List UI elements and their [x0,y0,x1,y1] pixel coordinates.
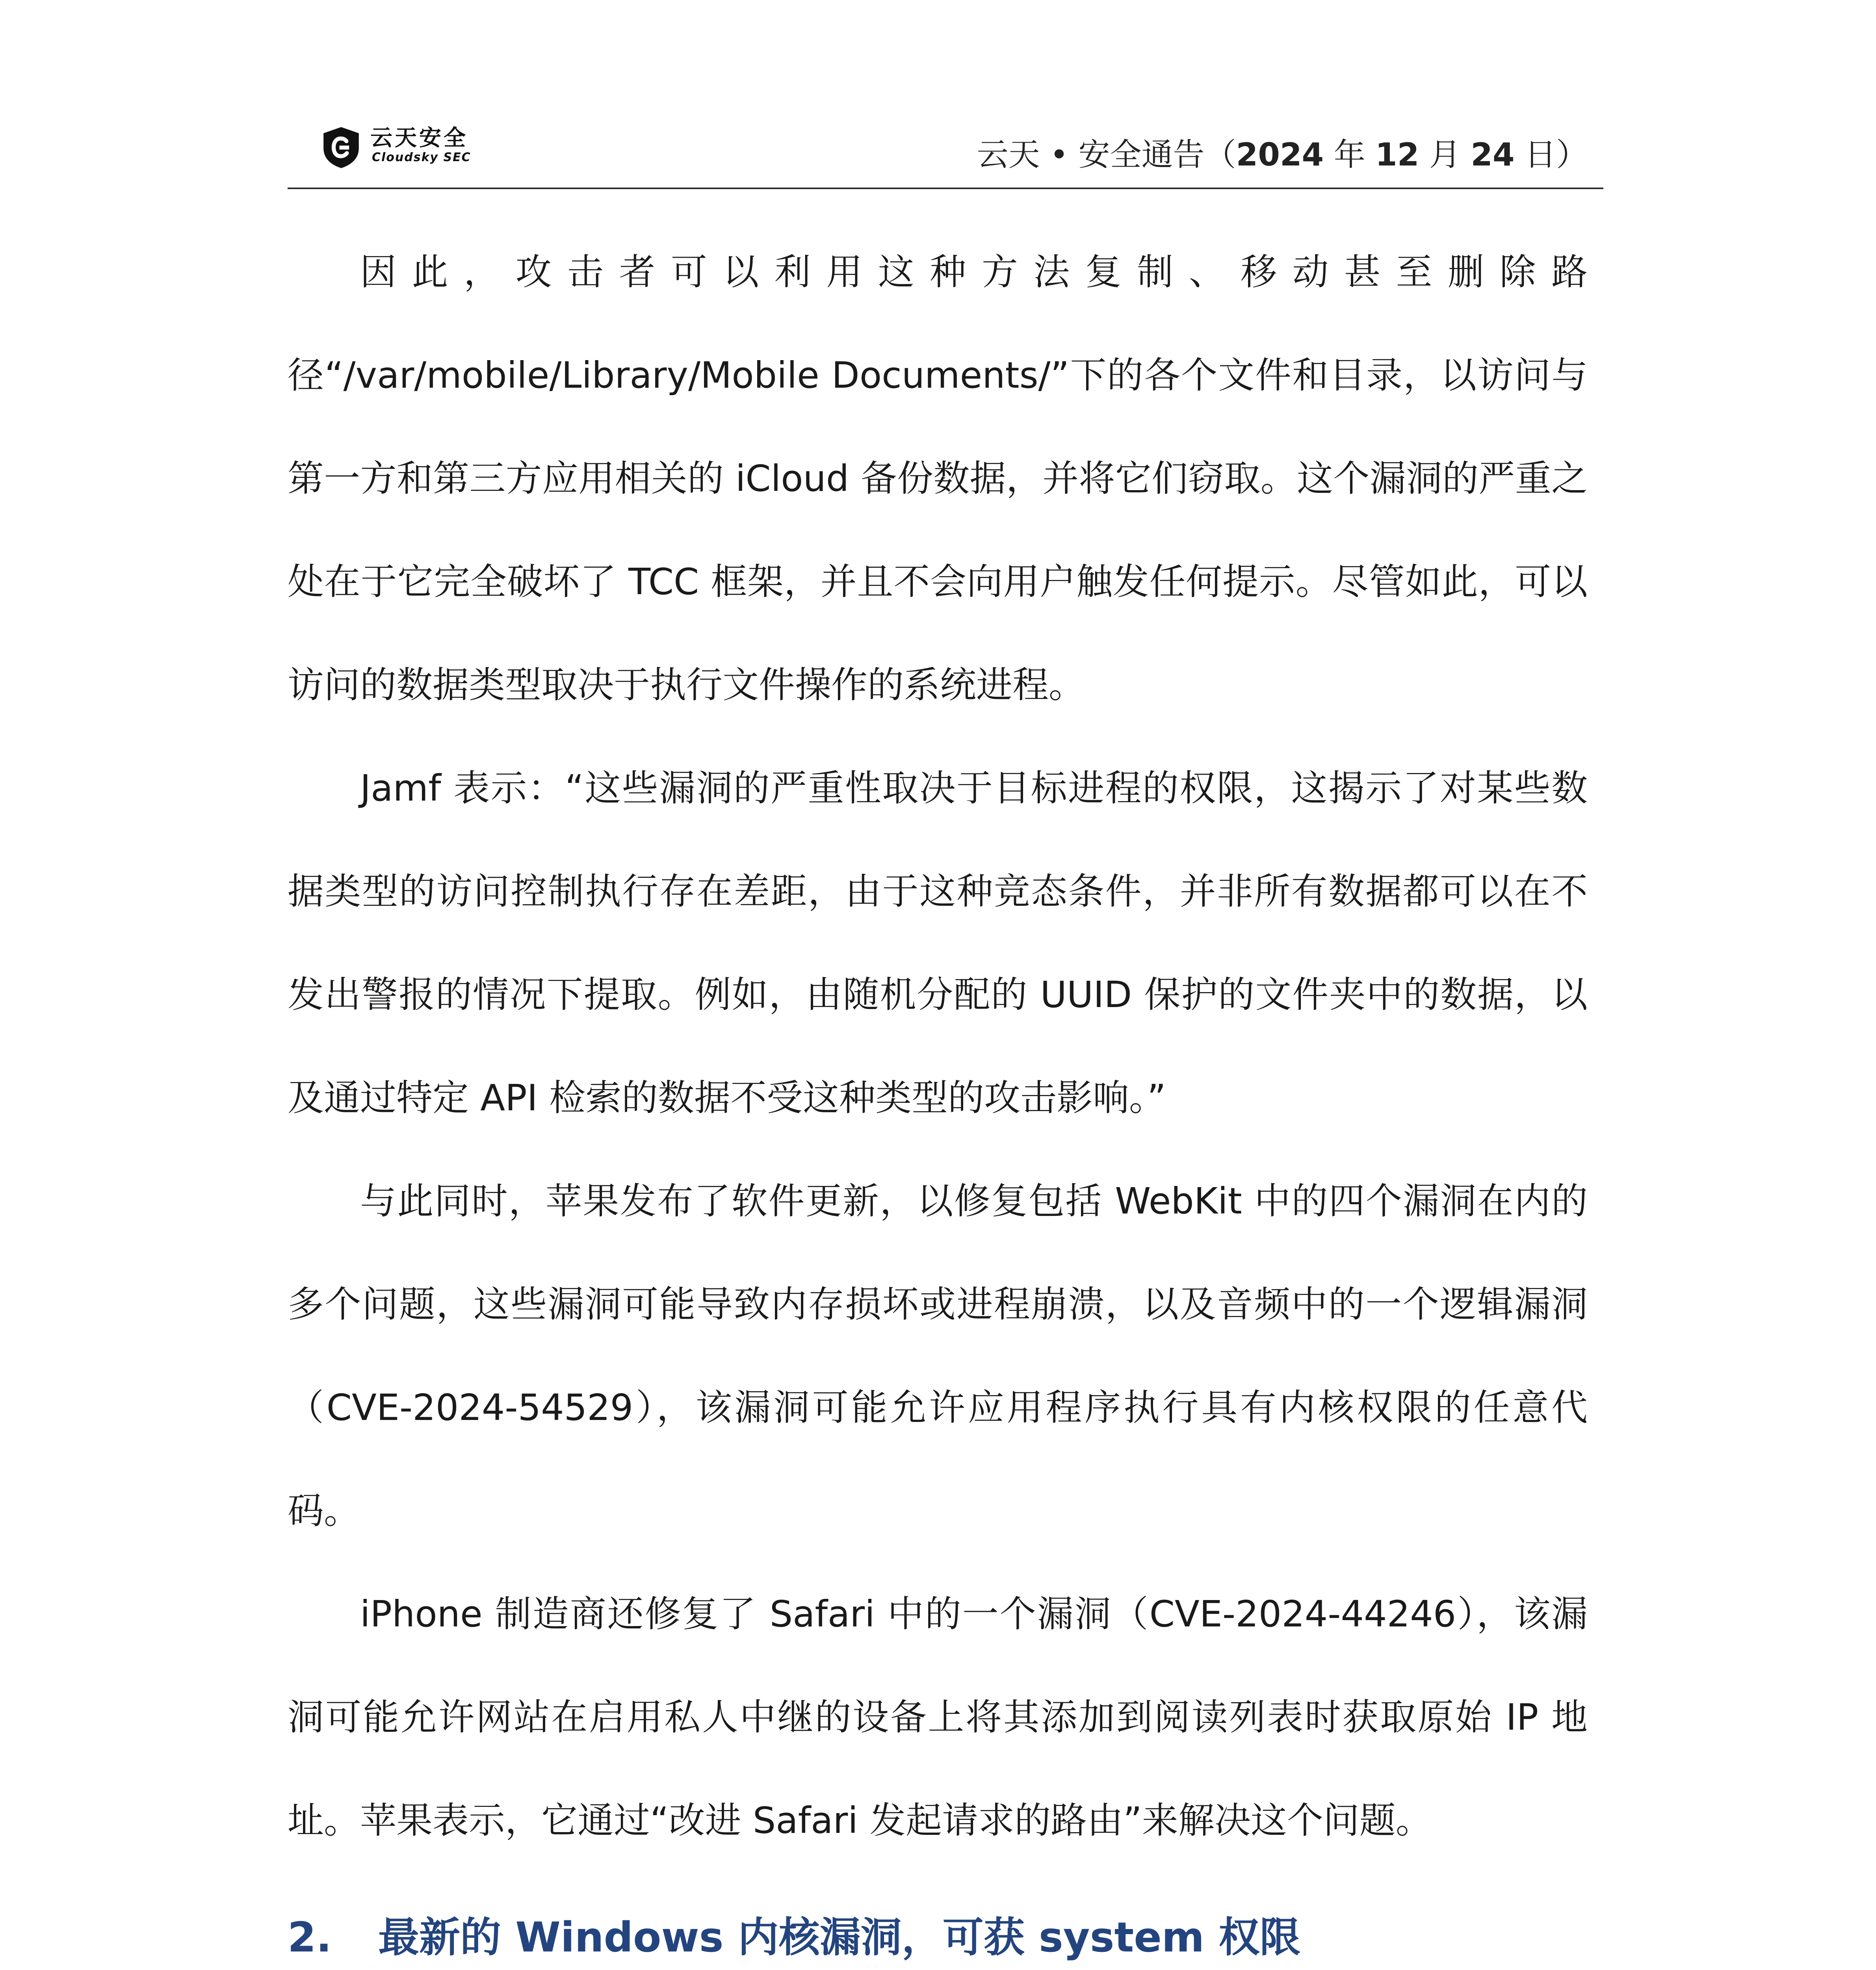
header-divider [288,188,1603,189]
article-body [288,221,1588,1970]
bulletin-title [977,129,1588,175]
paragraph-tcc-bypass: 因此，攻击者可以利用这种方法复制、移动甚至删除路径“/var/mobile/Library/Mobile Documents/”下的各个文件和目录，以访问与第一方和第三方应用相关的 iCloud 备份数据，并将它们窃取。这个漏洞的严重之处在于它完全破坏了 TCC 框架，并且不会向用户触发任何提示。尽管如此，可以访问的数据类型取决于执行文件操作的系统进程。 [288,251,1588,706]
title-day: 24 [1471,136,1515,173]
paragraph-jamf-quote: Jamf 表示：“这些漏洞的严重性取决于目标进程的权限，这揭示了对某些数据类型的访问控制执行存在差距，由于这种竞态条件，并非所有数据都可以在不发出警报的情况下提取。例如，由随机分配的 UUID 保护的文件夹中的数据，以及通过特定 API 检索的数据不受这种类型的攻击影响。” [288,767,1588,1119]
section-number: 2. [288,1913,332,1961]
title-year-unit: 年 [1324,136,1376,173]
title-suffix: 日） [1514,136,1588,173]
page-header [288,106,1603,189]
title-month: 12 [1375,136,1419,173]
section-title: 最新的 Windows 内核漏洞，可获 system 权限 [378,1913,1301,1961]
logo-chinese-name: 云天安全 [370,125,468,151]
paragraph-apple-updates: 与此同时，苹果发布了软件更新，以修复包括 WebKit 中的四个漏洞在内的多个问题，这些漏洞可能导致内存损坏或进程崩溃，以及音频中的一个逻辑漏洞（CVE-2024-54529），该漏洞可能允许应用程序执行具有内核权限的任意代码。 [288,1180,1588,1532]
shield-logo-icon [319,125,363,169]
logo-english-name: Cloudsky SEC [372,151,471,164]
paragraph-safari-fix: iPhone 制造商还修复了 Safari 中的一个漏洞（CVE-2024-44246），该漏洞可能允许网站在启用私人中继的设备上将其添加到阅读列表时获取原始 IP 地址。苹果表示，它通过“改进 Safari 发起请求的路由”来解决这个问题。 [288,1593,1588,1842]
title-month-unit: 月 [1419,136,1471,173]
company-logo [319,118,555,173]
section-heading [288,1888,1588,1970]
title-prefix: 云天 • 安全通告（ [977,136,1236,173]
title-year: 2024 [1236,136,1324,173]
